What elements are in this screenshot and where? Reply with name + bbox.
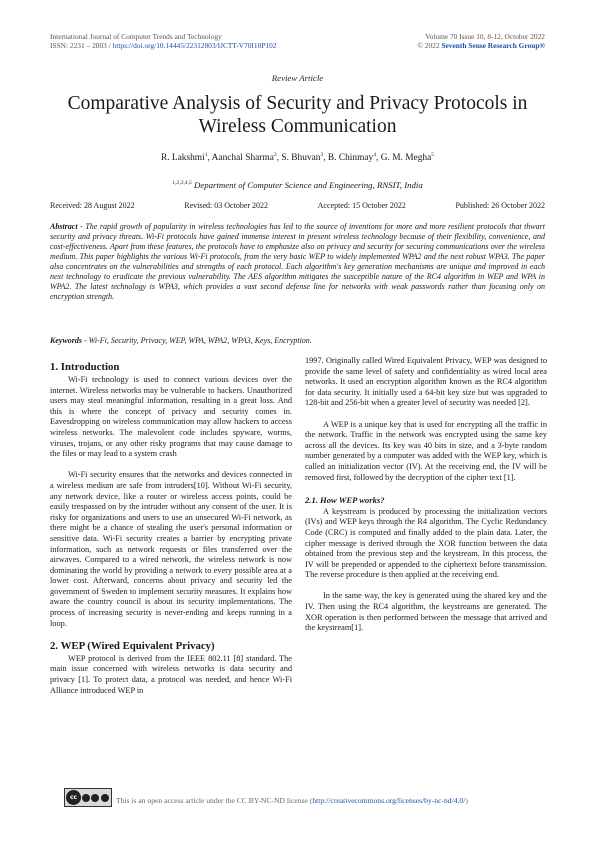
left-column [50, 356, 292, 696]
issn: ISSN: 2231 – 2803 / [50, 41, 113, 51]
accepted-date: Accepted: 15 October 2022 [317, 201, 406, 210]
doi-link[interactable]: https://doi.org/10.14445/22312803/IJCTT-V70I10P102 [112, 41, 277, 51]
author: Aanchal Sharma$^2$, [211, 151, 282, 163]
author: S. Bhuvan$^3$, [281, 151, 328, 163]
received-date: Received: 28 August 2022 [50, 201, 135, 210]
journal-header [50, 32, 276, 51]
section-heading: 2. WEP (Wired Equivalent Privacy) [50, 639, 215, 652]
right-column [305, 356, 547, 644]
paper-title: Comparative Analysis of Security and Privacy Protocols in Wireless Communication [67, 93, 528, 137]
paragraph: Wi-Fi security ensures that the networks and devices connected in a wireless medium are safe from intruders[10]. Without Wi-Fi security, any network device, like a router or wireless access points, could be easily trespassed on by the intruder without any consent of the user. It is risky for organizations and users to use an unsecured Wi-Fi network, as there might be a chance of stealing the user's personal information or sensitive data. Wi-Fi security creates a barrier by encrypting private information, such as network requests or files transferred over the airwaves. Compared to a wired network, the wireless network is now dominating the world by providing a network to every possible area at a lower cost. Afterward, concerns about privacy and security led the government of Sweden to implement security measures. It explains how aware the country council is about its security implementations. The process of increasing security is never-ending and keeps running in a loop. [50, 470, 292, 628]
abstract [50, 222, 545, 302]
date-row [50, 201, 545, 210]
volume-header [417, 32, 545, 51]
subsection-heading: 2.1. How WEP works? [305, 494, 385, 505]
section-heading: 1. Introduction [50, 361, 120, 373]
journal-name: International Journal of Computer Trends and Technology [50, 32, 222, 41]
cc-logo-icon: cc [66, 790, 81, 805]
keywords-text: - Wi-Fi, Security, Privacy, WEP, WPA, WPA2, WPA3, Keys, Encryption. [82, 336, 312, 345]
keywords [50, 336, 545, 345]
article-type: Review Article [271, 73, 324, 83]
publisher-link[interactable]: Seventh Sense Research Group® [441, 41, 545, 51]
cc-terms-icons [81, 794, 110, 802]
cc-license-badge[interactable] [64, 788, 112, 807]
author: G. M. Megha$^5$ [380, 151, 435, 163]
license-text: This is an open access article under the CC BY-NC-ND license (http://creativecommons.org/licenses/by-nc-nd/4.0/) [116, 796, 468, 805]
paragraph: In the same way, the key is generated using the shared key and the IV. Then using the RC4 algorithm, the keystreams are generated. The XOR operation is then performed between the message that arrived and the keystream[1]. [305, 591, 547, 633]
nd-icon [101, 794, 109, 802]
paragraph: A keystream is produced by processing the initialization vectors (IVs) and WEP keys through the R4 algorithm. The Cyclic Redundancy Code (CRC) is computed and finally added to the plain data. Later, the cipher message is derived through the XOR function between the data obtained from the previous step and the keystream. In this process, the IV will be prepended or appended to the ciphertext before transmission. The reverse procedure is then applied at the receiving end. [305, 506, 547, 580]
author-list [0, 153, 595, 163]
revised-date: Revised: 03 October 2022 [184, 201, 269, 210]
abstract-text: - The rapid growth of popularity in wireless technologies has led to the source of inventions for more and more resilient protocols that thwart security and privacy threats. Wi-Fi protocols have gained immense interest in present wireless technology because of their flexibility, convenience, and cost-effectiveness. Apart from these features, the protocols have to emphasize also on privacy and security for securing communications over the wireless medium. This paper highlights the various Wi-Fi protocols, from the very basic WEP to widely implemented WPA2 and the next robust WPA3. The paper also concentrates on the vulnerabilities and strengths of each protocol. Each algorithm's key generation mechanisms are unique and improved in each next technology to eradicate the previous vulnerability. The AES algorithm mitigates the susceptible nature of the RC4 algorithm in WEP and WPA in WPA2. The latest technology is WPA3, which provides a vast second defense line for networks with weak passwords rather than focusing only on encryption strength. [50, 222, 545, 301]
paragraph-continued: 1997. Originally called Wired Equivalent Privacy, WEP was designed to provide the same level of safety and confidentiality as wired local area networks. It used an encryption algorithm known as the RC4 algorithm for data security. It initially used a 64-bit key size but was upgraded to 128-bit and 256-bit when a greater level of security was needed [2]. [305, 356, 547, 408]
paragraph: WEP protocol is derived from the IEEE 802.11 [8] standard. The main issue concerned with wireless networks is data security and privacy [1]. To protect data, a protocol was needed, and hence Wi-Fi Alliance introduced WEP in [50, 653, 292, 695]
nc-icon [91, 794, 99, 802]
license-footer [64, 788, 468, 807]
author: R. Lakshmi$^1$, [160, 151, 212, 163]
issn-doi-line [50, 41, 276, 50]
author: B. Chinmay$^4$, [327, 151, 381, 163]
license-link[interactable]: http://creativecommons.org/licenses/by-nc-nd/4.0/ [312, 796, 466, 805]
paragraph: Wi-Fi technology is used to connect various devices over the internet. Wireless networks may be vulnerable to hackers. Unauthorized users may steal meaningful information, resulting in a great loss. And this is where the concept of privacy and security comes in. Eavesdropping on wireless communication may allow hackers to access wireless networks. The malevolent code includes spyware, worms, viruses, trojans, or any other risky programs that may cause damage to the files or may lead to a system crash [50, 375, 292, 459]
volume-info: Volume 70 Issue 10, 8-12, October 2022 [425, 32, 545, 41]
copyright-line [417, 41, 545, 50]
published-date: Published: 26 October 2022 [455, 201, 545, 210]
paragraph: A WEP is a unique key that is used for encrypting all the traffic in the network. Traffic in the network was encrypted using the same key across all the devices. Its key was 40 bits in size, and a 3-byte random number generated by a computer was added with the WEP key, which is called an initialization vector (IV). At the receiving end, the IV will be removed first, followed by the decryption of the cipher text [1]. [305, 419, 547, 482]
copyright: © 2022 [417, 41, 442, 51]
affiliation: $^{1,2,3,4,5}$ Department of Computer Science and Engineering, RNSIT, India [172, 180, 423, 190]
keywords-label: Keywords [50, 336, 82, 345]
by-icon [82, 794, 90, 802]
abstract-label: Abstract [50, 222, 78, 231]
